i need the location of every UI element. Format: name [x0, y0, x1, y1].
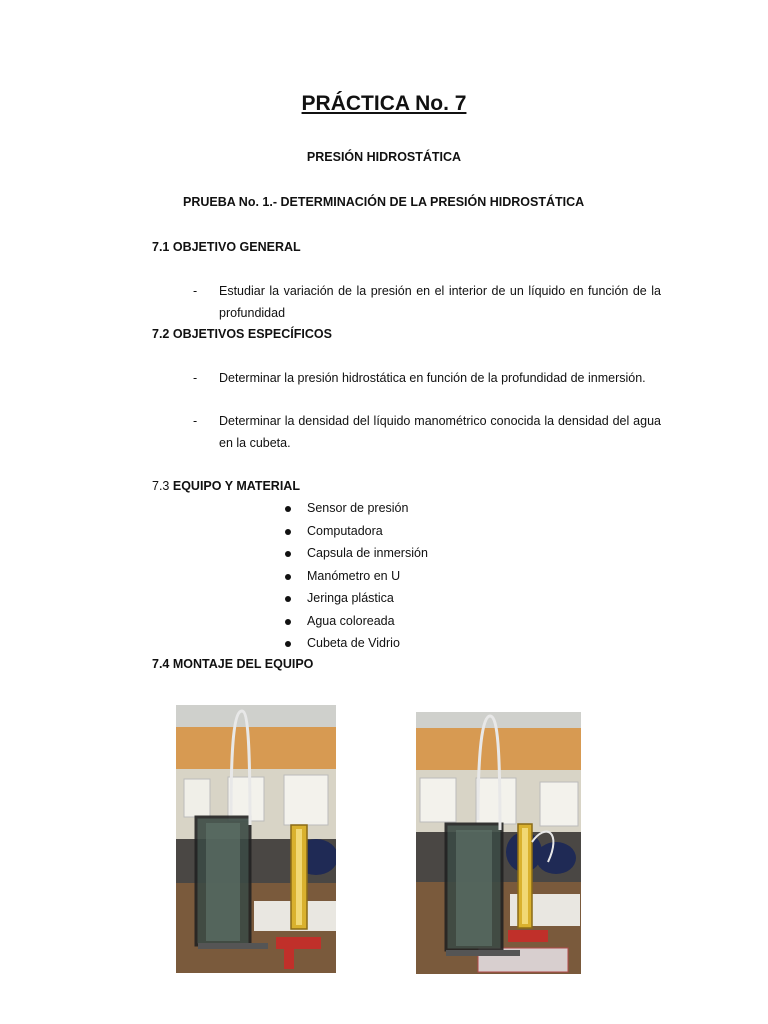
equipment-photo-left — [176, 705, 336, 973]
objective-text: Determinar la presión hidrostática en función de la profundidad de inmersión. — [219, 371, 646, 385]
section-heading-specific: 7.2 OBJETIVOS ESPECÍFICOS — [152, 327, 332, 341]
equipment-photo-right — [416, 712, 581, 974]
section-title: EQUIPO Y MATERIAL — [172, 479, 300, 493]
equipment-item: Computadora — [282, 520, 428, 543]
page-subtitle: PRESIÓN HIDROSTÁTICA — [306, 150, 462, 164]
dash-marker: - — [193, 284, 198, 298]
section-heading-equipment — [152, 479, 300, 493]
equipment-item: Cubeta de Vidrio — [282, 632, 428, 655]
test-heading: PRUEBA No. 1.- DETERMINACIÓN DE LA PRESIÓN HIDROSTÁTICA — [183, 195, 585, 209]
section-heading-assembly: 7.4 MONTAJE DEL EQUIPO — [152, 657, 314, 671]
dash-marker: - — [193, 414, 198, 428]
section-number: 7.3 — [152, 479, 170, 493]
equipment-item: Manómetro en U — [282, 565, 428, 588]
dash-marker: - — [193, 371, 198, 385]
page-title: PRÁCTICA No. 7 — [301, 92, 467, 115]
section-heading-general: 7.1 OBJETIVO GENERAL — [152, 240, 301, 254]
equipment-list — [282, 497, 428, 655]
objective-text: Estudiar la variación de la presión en el interior de un líquido en función de la profundidad — [219, 284, 661, 320]
equipment-item: Agua coloreada — [282, 610, 428, 633]
objective-specific-item — [193, 367, 661, 411]
objective-text: Determinar la densidad del líquido manométrico conocida la densidad del agua en la cubeta. — [219, 414, 661, 450]
objective-general-item — [193, 280, 661, 324]
equipment-item: Capsula de inmersión — [282, 542, 428, 565]
equipment-item: Jeringa plástica — [282, 587, 428, 610]
equipment-item: Sensor de presión — [282, 497, 428, 520]
objective-specific-item — [193, 410, 661, 454]
